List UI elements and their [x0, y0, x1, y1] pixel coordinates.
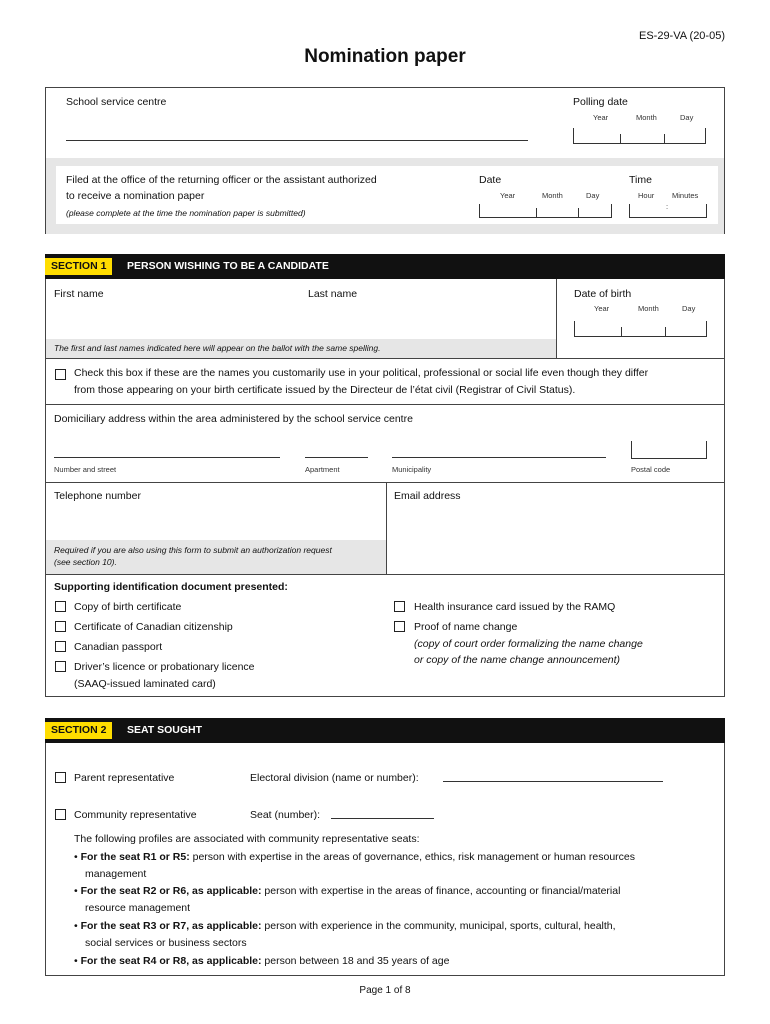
doc-drivers-licence-label: Driver’s licence or probationary licence — [74, 661, 255, 673]
number-street-field[interactable] — [54, 457, 280, 458]
parent-rep-checkbox[interactable] — [55, 772, 66, 783]
section2-bar — [45, 718, 725, 743]
filed-date-field[interactable] — [479, 204, 612, 218]
hour-label: Hour — [638, 191, 655, 200]
proof-note-2: or copy of the name change announcement) — [414, 654, 621, 666]
filed-time-field[interactable] — [629, 204, 707, 218]
customary-names-line-2: from those appearing on your birth certificate issued by the Directeur de l’état civil (Registrar of Civil Status). — [74, 384, 576, 396]
apartment-field[interactable] — [305, 457, 368, 458]
electoral-division-label: Electoral division (name or number): — [250, 772, 419, 784]
email-label: Email address — [394, 490, 461, 502]
proof-note-1: (copy of court order formalizing the name change — [414, 638, 643, 650]
doc-drivers-licence-checkbox[interactable] — [55, 661, 66, 672]
doc-birth-certificate-checkbox[interactable] — [55, 601, 66, 612]
dob-month-label: Month — [638, 304, 659, 313]
municipality-label: Municipality — [392, 465, 432, 474]
section2-block — [45, 743, 725, 976]
polling-date-label: Polling date — [573, 96, 628, 108]
seat-number-field[interactable] — [331, 818, 434, 819]
school-service-centre-field[interactable] — [66, 140, 528, 141]
doc-name-change-label: Proof of name change — [414, 621, 518, 633]
profiles-intro: The following profiles are associated with community representative seats: — [74, 833, 420, 845]
filed-note: (please complete at the time the nomination paper is submitted) — [66, 208, 306, 218]
doc-passport-checkbox[interactable] — [55, 641, 66, 652]
dob-field[interactable] — [574, 321, 707, 337]
electoral-division-field[interactable] — [443, 781, 663, 782]
municipality-field[interactable] — [392, 457, 606, 458]
number-street-label: Number and street — [54, 465, 117, 474]
doc-health-card-label: Health insurance card issued by the RAMQ — [414, 601, 616, 613]
section1-title: PERSON WISHING TO BE A CANDIDATE — [127, 260, 329, 272]
telephone-label: Telephone number — [54, 490, 141, 502]
profile-bullet-4: • For the seat R4 or R8, as applicable: person between 18 and 35 years of age — [74, 955, 450, 967]
page-title: Nomination paper — [304, 46, 466, 67]
page-footer: Page 1 of 8 — [359, 985, 411, 996]
community-rep-label: Community representative — [74, 809, 197, 821]
filed-line-2: to receive a nomination paper — [66, 190, 205, 202]
seat-number-label: Seat (number): — [250, 809, 321, 821]
minutes-label: Minutes — [672, 191, 699, 200]
section1-bar — [45, 254, 725, 279]
doc-passport-label: Canadian passport — [74, 641, 163, 653]
community-rep-checkbox[interactable] — [55, 809, 66, 820]
doc-health-card-checkbox[interactable] — [394, 601, 405, 612]
first-name-label: First name — [54, 288, 104, 300]
profile-bullet-2-cont: resource management — [85, 902, 191, 914]
profile-bullet-1: • For the seat R1 or R5: person with expertise in the areas of governance, ethics, risk management or human resources — [74, 851, 636, 863]
form-code: ES-29-VA (20-05) — [638, 30, 725, 42]
time-label: Time — [629, 174, 652, 186]
doc-birth-certificate-label: Copy of birth certificate — [74, 601, 182, 613]
postal-code-field[interactable] — [631, 441, 707, 459]
address-label: Domiciliary address within the area administered by the school service centre — [54, 413, 413, 425]
dob-year-label: Year — [594, 304, 610, 313]
polling-date-field[interactable] — [573, 128, 706, 144]
profile-bullet-3: • For the seat R3 or R7, as applicable: person with experience in the community, municipal, sports, cultural, health, — [74, 920, 616, 932]
day-label: Day — [680, 113, 694, 122]
date-year-label: Year — [500, 191, 516, 200]
date-label: Date — [479, 174, 502, 186]
filed-line-1: Filed at the office of the returning officer or the assistant authorized — [66, 174, 377, 186]
telephone-field[interactable] — [54, 507, 374, 537]
dob-day-label: Day — [682, 304, 696, 313]
doc-name-change-checkbox[interactable] — [394, 621, 405, 632]
email-field[interactable] — [394, 507, 714, 567]
telephone-note-2: (see section 10). — [54, 557, 117, 567]
filed-area — [46, 158, 724, 234]
dob-label: Date of birth — [574, 288, 632, 300]
doc-citizenship-label: Certificate of Canadian citizenship — [74, 621, 233, 633]
section1-number: SECTION 1 — [45, 258, 112, 275]
id-heading: Supporting identification document presented: — [54, 581, 288, 593]
section2-title: SEAT SOUGHT — [127, 724, 203, 736]
apartment-label: Apartment — [305, 465, 340, 474]
header-block — [45, 87, 725, 234]
date-day-label: Day — [586, 191, 600, 200]
telephone-note-1: Required if you are also using this form to submit an authorization request — [54, 545, 332, 555]
profile-bullet-2: • For the seat R2 or R6, as applicable: person with expertise in the areas of finance, accounting or financial/material — [74, 885, 621, 897]
section2-number: SECTION 2 — [45, 722, 112, 739]
names-note: The first and last names indicated here will appear on the ballot with the same spelling. — [54, 343, 381, 353]
year-label: Year — [593, 113, 609, 122]
last-name-label: Last name — [308, 288, 358, 300]
profile-bullet-1-cont: management — [85, 868, 147, 880]
customary-names-checkbox[interactable] — [55, 369, 66, 380]
postal-code-label: Postal code — [631, 465, 671, 474]
section1-block — [45, 279, 725, 697]
doc-drivers-licence-note: (SAAQ-issued laminated card) — [74, 678, 216, 690]
date-month-label: Month — [542, 191, 563, 200]
customary-names-line-1: Check this box if these are the names you customarily use in your political, professional or social life even though they differ — [74, 367, 649, 379]
school-service-centre-label: School service centre — [66, 96, 167, 108]
profile-bullet-3-cont: social services or business sectors — [85, 937, 247, 949]
month-label: Month — [636, 113, 657, 122]
parent-rep-label: Parent representative — [74, 772, 175, 784]
doc-citizenship-checkbox[interactable] — [55, 621, 66, 632]
time-colon: : — [666, 202, 669, 211]
